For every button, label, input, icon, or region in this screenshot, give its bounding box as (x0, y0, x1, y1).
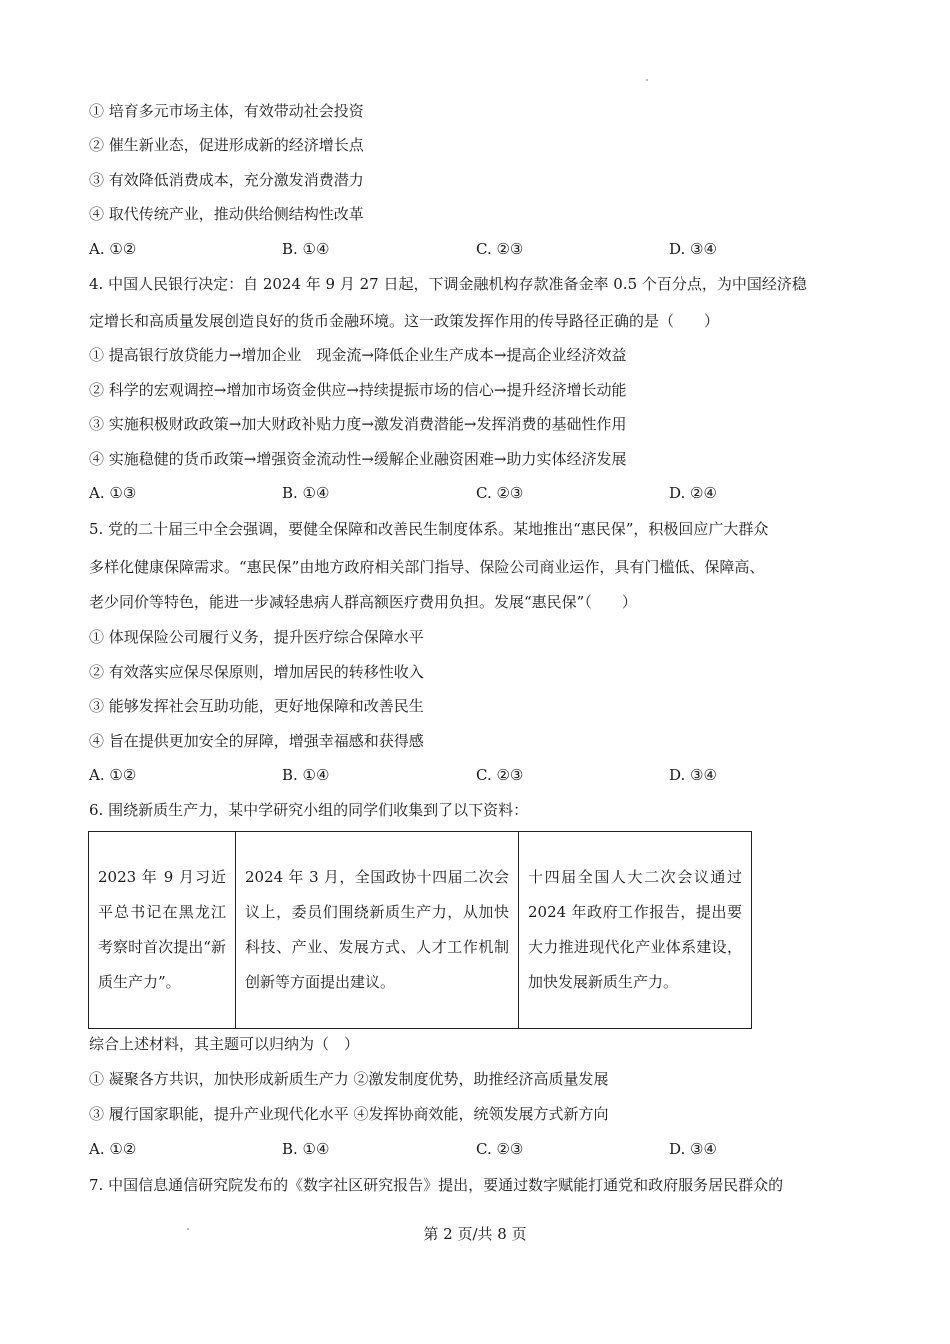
table-row (89, 832, 752, 1029)
q5-options (89, 765, 849, 785)
q4-statement-4: ④ 实施稳健的货币政策→增强资金流动性→缓解企业融资困难→助力实体经济发展 (89, 450, 627, 468)
q5-option-a[interactable]: A. ①② (89, 766, 137, 784)
q3-statement-3: ③ 有效降低消费成本，充分激发消费潜力 (89, 171, 364, 189)
q6-option-d[interactable]: D. ③④ (669, 1140, 717, 1158)
q4-option-d[interactable]: D. ②④ (669, 484, 717, 502)
q5-option-b[interactable]: B. ①④ (282, 766, 330, 784)
q6-material-table (88, 831, 752, 1029)
q4-statement-2: ② 科学的宏观调控→增加市场资金供应→持续提振市场的信心→提升经济增长动能 (89, 381, 627, 399)
q5-option-d[interactable]: D. ③④ (669, 766, 717, 784)
q4-option-a[interactable]: A. ①③ (89, 484, 137, 502)
q3-option-a[interactable]: A. ①② (89, 240, 137, 258)
page-number: 第 2 页/共 8 页 (423, 1225, 527, 1243)
q4-statement-1: ① 提高银行放贷能力→增加企业 现金流→降低企业生产成本→提高企业经济效益 (89, 346, 627, 364)
page-footer (0, 1224, 950, 1244)
q6-material-cell-3: 十四届全国人大二次会议通过 2024 年政府工作报告，提出要大力推进现代化产业体系建设，加快发展新质生产力。 (519, 832, 752, 1029)
q3-option-b[interactable]: B. ①④ (282, 240, 330, 258)
q5-statement-4: ④ 旨在提供更加安全的屏障，增强幸福感和获得感 (89, 732, 424, 750)
q6-stem: 6. 围绕新质生产力，某中学研究小组的同学们收集到了以下资料： (89, 801, 529, 819)
q5-stem-line-1: 5. 党的二十届三中全会强调，要健全保障和改善民生制度体系。某地推出“惠民保”，积极回应广大群众 (89, 520, 769, 538)
q3-option-c[interactable]: C. ②③ (476, 240, 524, 258)
q5-option-c[interactable]: C. ②③ (476, 766, 524, 784)
scan-dot (646, 79, 648, 81)
q6-statements-line-1: ① 凝聚各方共识，加快形成新质生产力 ②激发制度优势，助推经济高质量发展 (89, 1070, 609, 1088)
q6-option-c[interactable]: C. ②③ (476, 1140, 524, 1158)
q4-stem-line-2: 定增长和高质量发展创造良好的货币金融环境。这一政策发挥作用的传导路径正确的是（ ） (89, 312, 720, 330)
q6-material-cell-2: 2024 年 3 月，全国政协十四届二次会议上，委员们围绕新质生产力，从加快科技、产业、发展方式、人才工作机制创新等方面提出建议。 (236, 832, 519, 1029)
q5-statement-3: ③ 能够发挥社会互助功能，更好地保障和改善民生 (89, 697, 424, 715)
q7-stem-line-1: 7. 中国信息通信研究院发布的《数字社区研究报告》提出，要通过数字赋能打通党和政府服务居民群众的 (89, 1176, 784, 1194)
q5-statement-1: ① 体现保险公司履行义务，提升医疗综合保障水平 (89, 628, 424, 646)
q3-options (89, 239, 849, 259)
q3-statement-4: ④ 取代传统产业，推动供给侧结构性改革 (89, 205, 364, 223)
q5-stem-line-2: 多样化健康保障需求。“惠民保”由地方政府相关部门指导、保险公司商业运作，具有门槛低、保障高、 (89, 558, 765, 576)
q4-option-b[interactable]: B. ①④ (282, 484, 330, 502)
q6-statements-line-2: ③ 履行国家职能，提升产业现代化水平 ④发挥协商效能，统领发展方式新方向 (89, 1105, 609, 1123)
q5-statement-2: ② 有效落实应保尽保原则，增加居民的转移性收入 (89, 663, 424, 681)
q5-stem-line-3: 老少同价等特色，能进一步减轻患病人群高额医疗费用负担。发展“惠民保”（ ） (89, 593, 637, 611)
q6-option-b[interactable]: B. ①④ (282, 1140, 330, 1158)
q4-option-c[interactable]: C. ②③ (476, 484, 524, 502)
q6-question: 综合上述材料，其主题可以归纳为（ ） (89, 1035, 360, 1053)
q6-option-a[interactable]: A. ①② (89, 1140, 137, 1158)
q3-statement-2: ② 催生新业态，促进形成新的经济增长点 (89, 136, 364, 154)
q3-option-d[interactable]: D. ③④ (669, 240, 717, 258)
q6-options (89, 1139, 849, 1159)
q4-stem-line-1: 4. 中国人民银行决定：自 2024 年 9 月 27 日起，下调金融机构存款准备金率 0.5 个百分点，为中国经济稳 (89, 275, 807, 293)
q4-statement-3: ③ 实施积极财政政策→加大财政补贴力度→激发消费潜能→发挥消费的基础性作用 (89, 415, 627, 433)
q6-material-cell-1: 2023 年 9 月习近平总书记在黑龙江考察时首次提出“新质生产力”。 (89, 832, 236, 1029)
q3-statement-1: ① 培育多元市场主体，有效带动社会投资 (89, 102, 364, 120)
q4-options (89, 483, 849, 503)
